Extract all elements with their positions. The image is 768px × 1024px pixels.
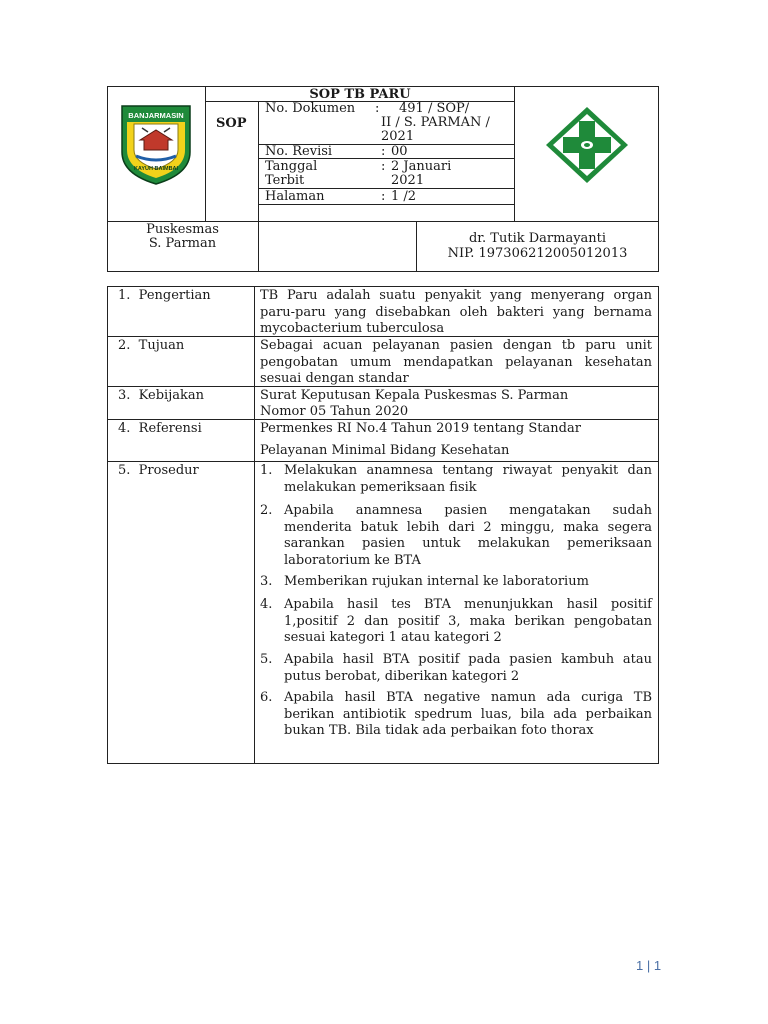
- org-name: S. Parman: [148, 236, 217, 251]
- field-sep: :: [381, 159, 386, 174]
- field-sep: :: [375, 101, 380, 116]
- field-label-revision: No. Revisi: [265, 144, 333, 159]
- procedure-step-text: Melakukan anamnesa tentang riwayat penyakit dan melakukan pemeriksaan fisik: [284, 463, 652, 495]
- section-text-policy: Surat Keputusan Kepala Puskesmas S. Parman: [260, 388, 569, 403]
- section-label-policy: 3. Kebijakan: [118, 388, 204, 403]
- section-text-policy: Nomor 05 Tahun 2020: [260, 404, 409, 419]
- field-value-line: II / S. PARMAN /: [381, 115, 490, 130]
- document-title: SOP TB PARU: [309, 87, 411, 102]
- field-sep: :: [381, 144, 386, 159]
- field-value-date: 2021: [391, 173, 425, 188]
- section-label-purpose: 2. Tujuan: [118, 338, 185, 353]
- procedure-step-text: Apabila hasil tes BTA menunjukkan hasil positif 1,positif 2 dan positif 3, maka berikan pengobatan sesuai kategori 1 atau kategori 2: [284, 597, 652, 645]
- sop-label: SOP: [216, 116, 247, 131]
- procedure-step-number: 3.: [260, 574, 273, 589]
- section-text-definition: TB Paru adalah suatu penyakit yang menyerang organ paru-paru yang disebabkan oleh bakteri yang bernama mycobacterium tuberculosa: [260, 288, 652, 336]
- field-value-date: 2 Januari: [391, 159, 452, 174]
- logo-text-bottom: KAYUH BAIMBAI: [133, 166, 179, 172]
- procedure-step: [260, 597, 652, 647]
- puskesmas-logo: [541, 105, 633, 185]
- section-label-procedure: 5. Prosedur: [118, 463, 199, 478]
- procedure-step: [260, 652, 652, 685]
- field-value-page: 1 /2: [391, 189, 417, 204]
- procedure-step-number: 6.: [260, 690, 273, 705]
- section-text-reference: Permenkes RI No.4 Tahun 2019 tentang Standar: [260, 421, 581, 436]
- logo-text-top: BANJARMASIN: [128, 111, 184, 120]
- field-label-date: Tanggal: [265, 159, 318, 174]
- signatory-name: dr. Tutik Darmayanti: [468, 231, 607, 246]
- procedure-step-number: 1.: [260, 463, 273, 478]
- field-label-date: Terbit: [265, 173, 305, 188]
- procedure-step-number: 2.: [260, 503, 273, 518]
- field-sep: :: [381, 189, 386, 204]
- procedure-step: [260, 463, 652, 496]
- procedure-step-text: Apabila hasil BTA positif pada pasien kambuh atau putus berobat, diberikan kategori 2: [284, 652, 652, 684]
- procedure-step-number: 4.: [260, 597, 273, 612]
- procedure-step: [260, 503, 652, 569]
- signatory-nip: NIP. 197306212005012013: [447, 246, 628, 261]
- section-text-purpose: Sebagai acuan pelayanan pasien dengan tb paru unit pengobatan umum mendapatkan pelayanan kesehatan sesuai dengan standar: [260, 338, 652, 386]
- field-value-revision: 00: [391, 144, 408, 159]
- section-text-reference: Pelayanan Minimal Bidang Kesehatan: [260, 443, 510, 458]
- field-label-page: Halaman: [265, 189, 325, 204]
- section-label-reference: 4. Referensi: [118, 421, 202, 436]
- field-label-document-number: No. Dokumen: [265, 101, 356, 116]
- field-value-line: 2021: [381, 129, 415, 144]
- org-name: Puskesmas: [146, 222, 219, 237]
- procedure-step: [260, 574, 652, 591]
- procedure-step-text: Memberikan rujukan internal ke laboratorium: [284, 574, 589, 589]
- procedure-step-text: Apabila anamnesa pasien mengatakan sudah menderita batuk lebih dari 2 minggu, maka segera sarankan pasien untuk melakukan pemeriksaan laboratorium ke BTA: [284, 503, 652, 568]
- page-number: 1 | 1: [636, 958, 662, 973]
- banjarmasin-logo: [118, 100, 194, 186]
- field-value-line: 491 / SOP/: [399, 101, 470, 116]
- procedure-step-number: 5.: [260, 652, 273, 667]
- procedure-step-text: Apabila hasil BTA negative namun ada curiga TB berikan antibiotik spedrum luas, bila ada perbaikan bukan TB. Bila tidak ada perbaikan foto thorax: [284, 690, 652, 738]
- section-label-definition: 1. Pengertian: [118, 288, 211, 303]
- procedure-step: [260, 690, 652, 740]
